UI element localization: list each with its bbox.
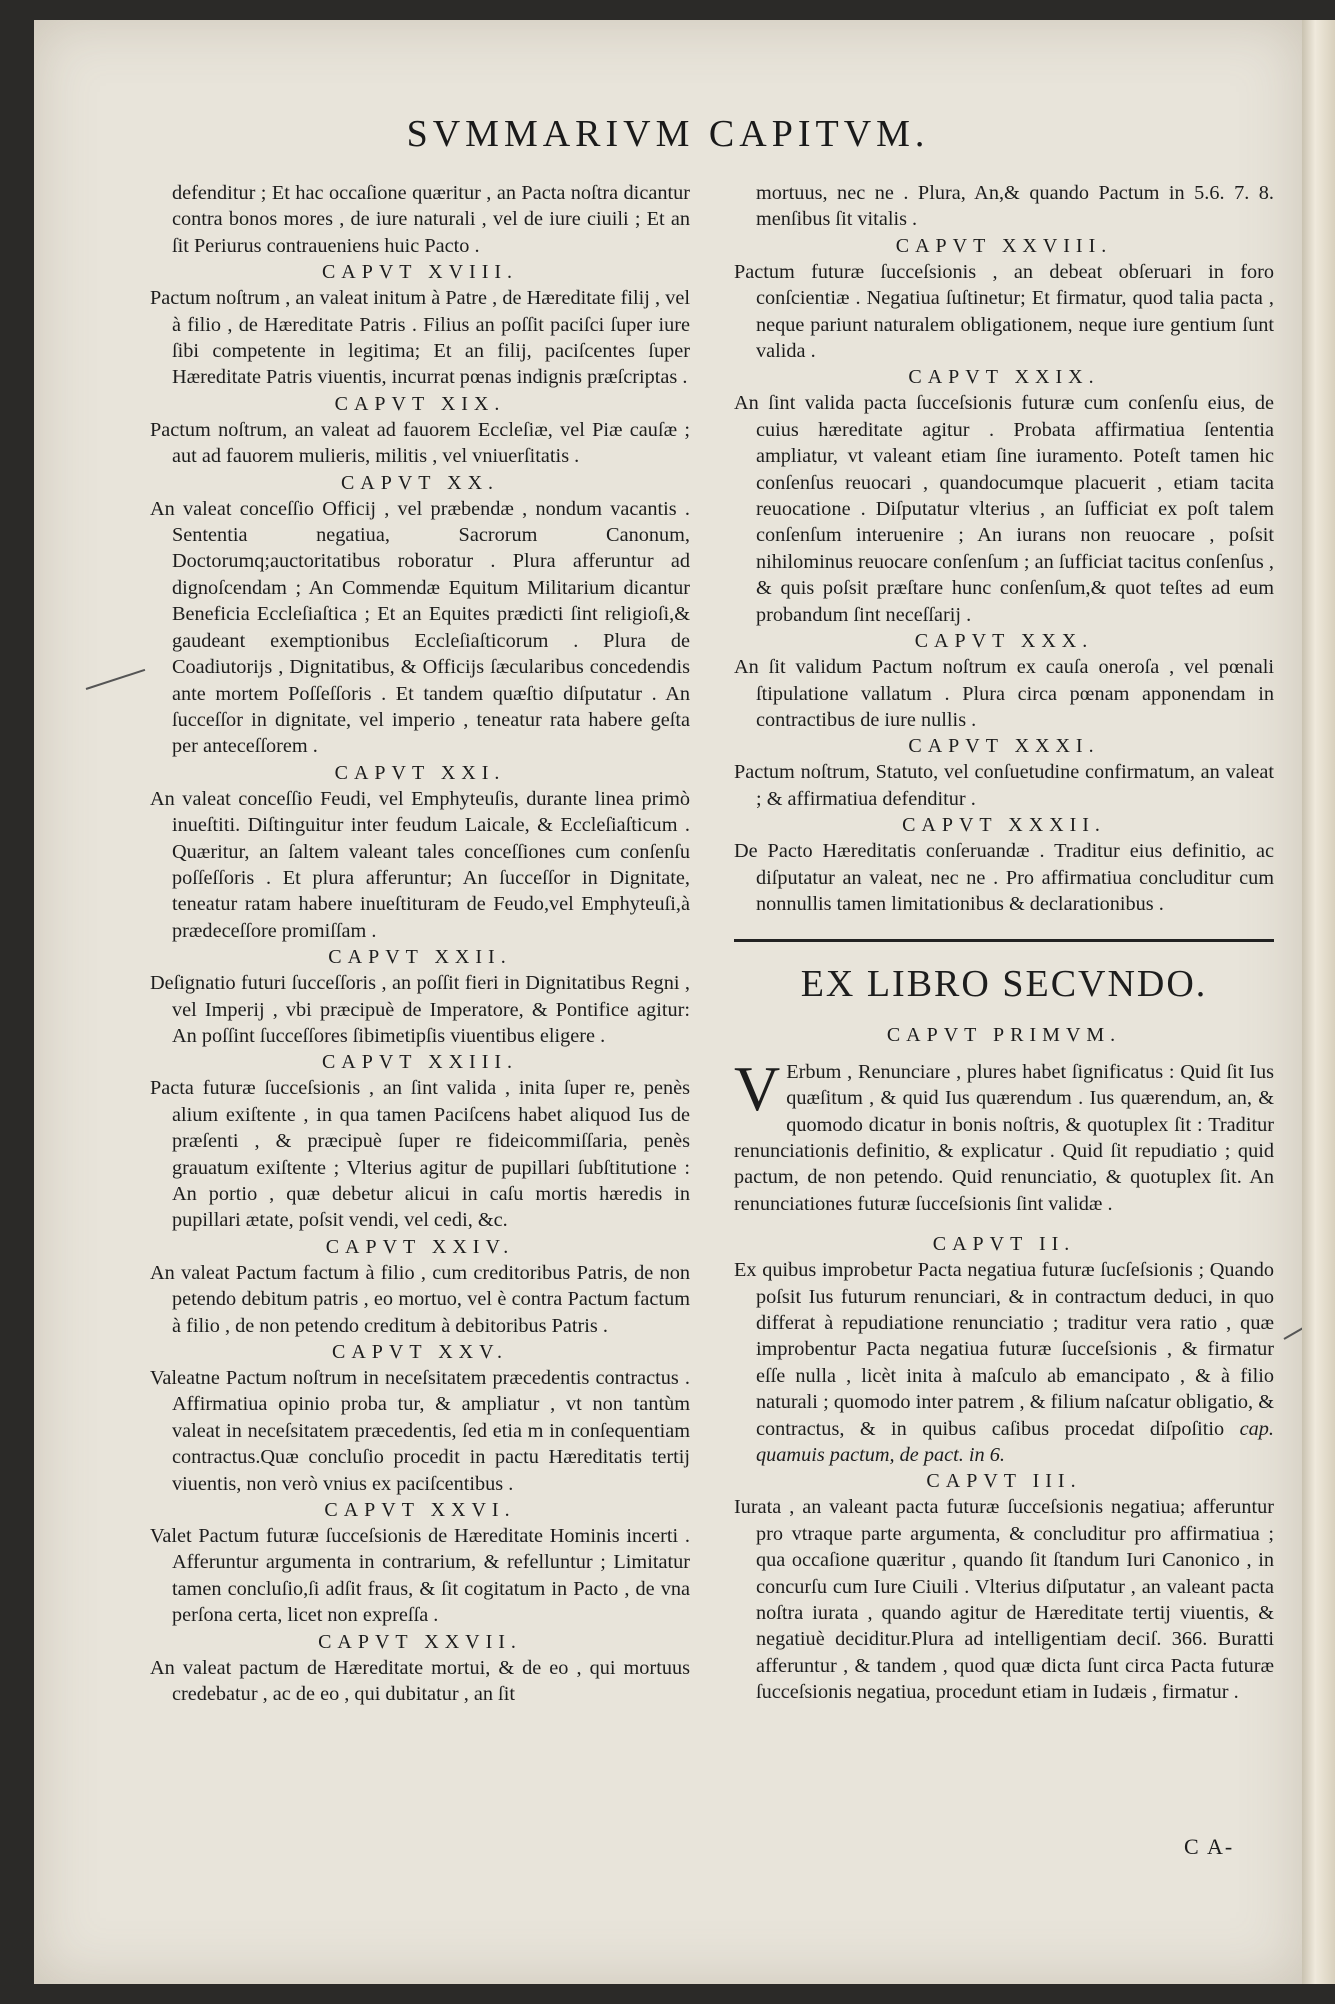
summary-text: mortuus, nec ne . Plura, An,& quando Pactum in 5.6. 7. 8. menſibus ſit vitalis .	[756, 182, 1274, 231]
summary-text: De Pacto Hæreditatis conſeruandæ . Traditur eius definitio, ac diſputatur an valeat, nec ne . Pro affirmatiua concluditur cum nonnullis tamen limitationibus & declarationibus .	[734, 840, 1274, 915]
chapter-summary	[150, 1655, 690, 1708]
chapter-heading	[734, 233, 1274, 259]
section-rule	[734, 939, 1274, 942]
chapter-heading	[150, 944, 690, 970]
summary-text: CAPVT XXVIII.	[895, 234, 1113, 257]
summary-text: CAPVT XXXI.	[908, 735, 1100, 758]
summary-text: CAPVT III.	[926, 1470, 1082, 1493]
chapter-summary	[150, 285, 690, 391]
chapter-heading	[150, 1234, 690, 1260]
summary-text: Pactum noſtrum, Statuto, vel conſuetudine confirmatum, an valeat ; & affirmatiua defenditur .	[734, 761, 1274, 810]
left-column	[150, 180, 690, 1708]
chapter-summary	[150, 1365, 690, 1497]
summary-text: CAPVT II.	[932, 1233, 1076, 1256]
summary-text: CAPVT XXVII.	[318, 1630, 522, 1653]
continued-text	[150, 180, 690, 259]
summary-text: Iurata , an valeant pacta futuræ ſucceſsionis negatiua; afferuntur pro vtraque parte argumenta, & concluditur pro affirmatiua ; qua occaſione quæritur , quando ſit ſtandum Iuri Canonico , in concurſu cum Iure Ciuili . Vlterius diſputatur , an valeant pacta noſtra iurata , quando agitur de Hæreditate tertij viuentis, & negatiuè deciditur.Plura ad intelligentiam deciſ. 366. Buratti afferuntur , & tandem , quod quæ dicta ſunt circa Pacta futuræ ſucceſsionis negatiua, procedunt etiam in Iudæis , firmatur .	[734, 1496, 1274, 1704]
chapter-heading	[150, 259, 690, 285]
summary-text: Pacta futuræ ſucceſsionis , an ſint valida , inita ſuper re, penès alium exiſtente , in qua tamen Paciſcens habet aliquod Ius de præſenti , & præcipuè ſuper re fideicommiſſaria, penès grauatum exiſtente ; Vlterius agitur de pupillari ſubſtitutione : An portio , quæ debetur alicui in caſu mortis hæredis in pupillari ætate, poſsit vendi, vel cedi, &c.	[150, 1077, 690, 1232]
summary-text: defenditur ; Et hac occaſione quæritur , an Pacta noſtra dicantur contra bonos mores , de iure naturali , vel de iure ciuili ; Et an ſit Periurus contraueniens huic Pacto .	[172, 182, 690, 257]
summary-text: Valeatne Pactum noſtrum in neceſsitatem præcedentis contractus . Affirmatiua opinio proba tur, & ampliatur , vt non tantùm valeat in neceſsitatem præcedentis, ſed etia m in conſequentiam contractus.Quæ concluſio procedit in pactu Hæreditatis tertij viuentis, non verò vnius ex paciſcentibus .	[150, 1367, 690, 1495]
summary-text: An valeat conceſſio Feudi, vel Emphyteuſis, durante linea primò inueſtiti. Diſtinguitur inter feudum Laicale, & Eccleſiaſticum . Quæritur, an ſaltem valeant tales conceſſiones cum conſenſu poſſeſſoris . Et plura afferuntur; An ſucceſſor in Dignitate, teneatur ratam habere inueſtituram de Feudo,vel Emphyteuſi,à prædeceſſore promiſſam .	[150, 787, 690, 942]
summary-text: CAPVT XXIV.	[325, 1235, 515, 1258]
chapter-summary	[734, 838, 1274, 917]
chapter-summary	[734, 390, 1274, 628]
chapter-summary	[150, 1260, 690, 1339]
summary-text: An ſint valida pacta ſucceſsionis futuræ cum conſenſu eius, de cuius hæreditate agitur . Probata affirmatiua ſententia ampliatur, vt valeant etiam ſine iuramento. Poteſt tamen hic conſenſus reuocari , quandocumque placuerit , etiam tacita reuocatione . Diſputatur vlterius , an ſufficiat ex poſt talem conſenſum interuenire ; An iurans non reuocare , poſsit nihilominus reuocare conſenſum ; an ſufficiat tacitus conſenſus , & quis poſsit præſtare hunc conſenſum,& quot teſtes ad eum probandum ſint neceſſarij .	[734, 392, 1274, 626]
summary-text: Pactum noſtrum , an valeat initum à Patre , de Hæreditate filij , vel à filio , de Hæreditate Patris . Filius an poſſit paciſci ſuper iure ſibi competente in legitima; Et an filij, paciſcentes ſuper Hæreditate Patris viuentis, incurrat pœnas indignis præſcriptas .	[150, 287, 690, 389]
summary-text: CAPVT XXX.	[914, 630, 1094, 653]
summary-text: Ex quibus improbetur Pacta negatiua futuræ ſucſeſsionis ; Quando poſsit Ius futurum renunciari, & in contractum deduci, in quo differat à repudiatione renunciatio ; traditur vera ratio , quæ improbentur Pacta negatiua futuræ ſucceſsionis , & firmatur eſſe nulla , licèt inita à maſculo ab emancipato , & à filio naturali ; quomodo inter patrem , & filium naſcatur obligatio, & contractus, & in quibus caſibus procedat diſpoſitio	[734, 1259, 1274, 1440]
summary-text: Valet Pactum futuræ ſucceſsionis de Hæreditate Hominis incerti . Afferuntur argumenta in contrarium, & refelluntur ; Limitatur tamen concluſio,ſi adſit fraus, & ſit cogitatum in Pacto , de vna perſona certa, licet non expreſſa .	[150, 1525, 690, 1627]
chapter-summary	[734, 759, 1274, 812]
chapter-summary	[734, 654, 1274, 733]
summary-text: CAPVT XXV.	[332, 1341, 508, 1364]
summary-text: CAPVT XXIX.	[908, 366, 1100, 389]
chapter-heading	[150, 1339, 690, 1365]
chapter-heading	[150, 1629, 690, 1655]
chapter-summary	[150, 1075, 690, 1233]
page-title: SVMMARIVM CAPITVM.	[406, 113, 930, 155]
chapter-heading	[734, 812, 1274, 838]
right-column	[734, 180, 1274, 1706]
summary-text: CAPVT XIX.	[334, 392, 506, 415]
chapter-heading	[734, 364, 1274, 390]
summary-text: CAPVT XVIII.	[321, 261, 519, 284]
chapter-heading	[734, 1231, 1274, 1257]
chapter-heading	[734, 628, 1274, 654]
summary-text: An ſit validum Pactum noſtrum ex cauſa oneroſa , vel pœnali ſtipulatione vallatum . Plura circa pœnam apponendam in contractibus de iure nullis .	[734, 656, 1274, 731]
margin-pen-mark	[86, 669, 146, 690]
chapter-summary	[734, 1494, 1274, 1705]
chapter-summary	[150, 786, 690, 944]
book-two-heading: EX LIBRO SECVNDO.	[800, 963, 1208, 1006]
book-two-entries	[734, 1231, 1274, 1706]
page-edge	[1302, 20, 1335, 1984]
chapter-summary	[150, 496, 690, 760]
book-page	[34, 20, 1302, 1984]
summary-text: CAPVT XXI.	[334, 761, 506, 784]
summary-text: CAPVT XXIII.	[321, 1051, 519, 1074]
summary-text: CAPVT XXII.	[328, 946, 512, 969]
summary-text: An valeat pactum de Hæreditate mortui, & de eo , qui mortuus credebatur , ac de eo , qui dubitatur , an ſit	[150, 1656, 690, 1706]
drop-cap: V	[734, 1052, 781, 1124]
summary-text: CAPVT XXVI.	[324, 1499, 516, 1522]
right-entries	[734, 180, 1274, 917]
chapter-summary	[150, 970, 690, 1049]
chapter-heading	[150, 391, 690, 417]
chapter-summary	[150, 417, 690, 470]
chapter-summary	[734, 1257, 1274, 1468]
chapter-one-text: Erbum , Renunciare , plures habet ſignificatus : Quid ſit Ius quæſitum , & quid Ius quærendum . Ius quærendum, an, & quomodo dicatur in bonis noſtris, & quotuplex ſit : Traditur renunciationis definitio, & explicatur . Quid ſit repudiatio ; quid pactum, de non petendo. Quid renunciatio, & quotuplex ſit. An renunciationes futuræ ſucceſsionis ſint validæ .	[734, 1060, 1274, 1215]
continued-text	[734, 180, 1274, 233]
chapter-summary	[150, 1523, 690, 1629]
summary-text: An valeat conceſſio Officij , vel præbendæ , nondum vacantis . Sententia negatiua, Sacrorum Canonum, Doctorumq;auctoritatibus roboratur . Plura afferuntur ad dignoſcendam ; An Commendæ Equitum Militarium dicantur Beneficia Eccleſiaſtica ; Et an Equites prædicti ſint religioſi,& gaudeant exemptionibus Eccleſiaſticorum . Plura de Coadiutorijs , Dignitatibus, & Officijs ſæcularibus concedendis ante mortem Poſſeſſoris . Et tandem quæſtio diſputatur . An ſucceſſor in dignitate, vel imperio , teneatur rata habere geſta per anteceſſorem .	[150, 497, 690, 758]
chapter-heading	[150, 1497, 690, 1523]
summary-text: CAPVT XX.	[340, 471, 500, 494]
chapter-heading	[150, 470, 690, 496]
chapter-heading	[734, 733, 1274, 759]
summary-text: Pactum noſtrum, an valeat ad fauorem Eccleſiæ, vel Piæ cauſæ ; aut ad fauorem mulieris, militis , vel vniuerſitatis .	[150, 418, 690, 468]
chapter-heading	[150, 1049, 690, 1075]
catchword: C A-	[1184, 1834, 1235, 1859]
chapter-heading	[734, 1468, 1274, 1494]
chapter-summary	[734, 259, 1274, 365]
chapter-one-summary	[734, 1052, 1274, 1217]
chapter-heading	[150, 760, 690, 786]
citation-text: cap. quamuis pactum, de pact. in 6.	[756, 1417, 1274, 1467]
summary-text: An valeat Pactum factum à filio , cum creditoribus Patris, de non petendo debitum patris , eo mortuo, vel è contra Pactum factum à filio , de non petendo creditum à debitoribus Patris .	[150, 1261, 690, 1337]
summary-text: Pactum futuræ ſucceſsionis , an debeat obſeruari in foro conſcientiæ . Negatiua ſuſtinetur; Et firmatur, quod talia pacta , neque pariunt naturalem obligationem, neque iure gentium ſunt valida .	[734, 260, 1274, 363]
chapter-heading: CAPVT PRIMVM.	[886, 1024, 1122, 1047]
summary-text: Deſignatio futuri ſucceſſoris , an poſſit fieri in Dignitatibus Regni , vel Imperij , vbi præcipuè de Imperatore, & Pontifice agitur: An poſſint ſucceſſores ſibimetipſis viuentibus eligere .	[150, 972, 690, 1047]
summary-text: CAPVT XXXII.	[902, 814, 1106, 837]
